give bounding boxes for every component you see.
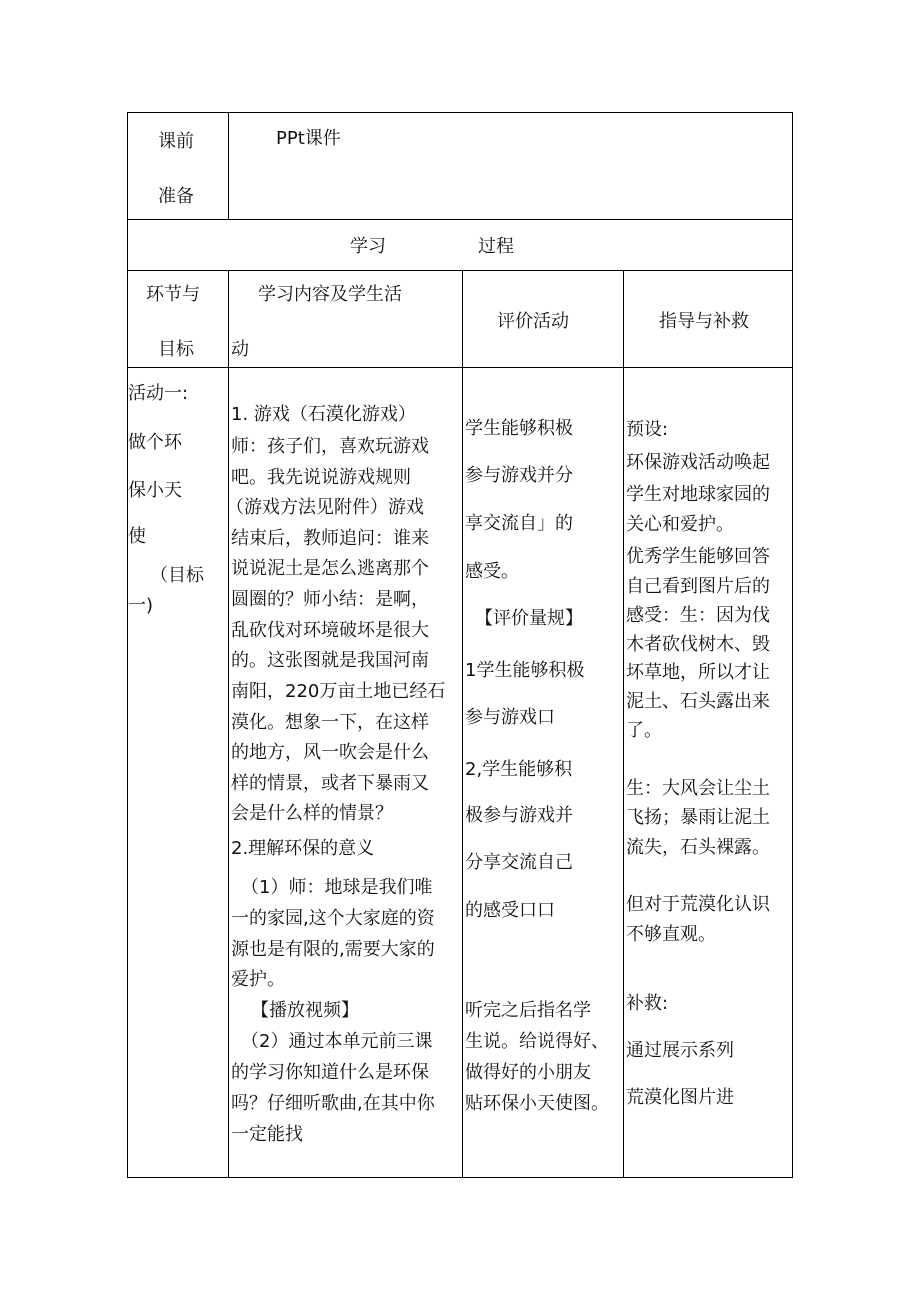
content-line: 一定能找 xyxy=(231,1124,303,1145)
activity-line: 保小天 xyxy=(128,480,182,501)
content-line: 乱砍伐对环境破坏是很大 xyxy=(231,620,429,641)
content-line: 的学习你知道什么是环保 xyxy=(231,1062,429,1083)
content-line: （游戏方法见附件）游戏 xyxy=(226,497,424,518)
content-line: 爱护。 xyxy=(231,969,285,990)
content-line: 会是什么样的情景？ xyxy=(231,803,393,824)
evaluation-line: 的感受口口 xyxy=(465,900,555,921)
content-line: 【播放视频】 xyxy=(251,1000,359,1021)
guidance-line: 坏草地，所以才让 xyxy=(626,662,770,683)
table-col-divider-1-top xyxy=(228,112,229,220)
content-line: 结束后，教师追问：谁来 xyxy=(231,528,429,549)
content-line: 的地方，风一吹会是什么 xyxy=(231,742,429,763)
table-col-divider-1 xyxy=(228,270,229,1178)
prep-content: PPt课件 xyxy=(276,128,341,149)
header-col4: 指导与补救 xyxy=(659,311,749,332)
table-divider-prep xyxy=(127,219,793,220)
content-line: 南阳，220万亩土地已经石 xyxy=(231,681,446,702)
guidance-line: 不够直观。 xyxy=(626,924,716,945)
evaluation-line: 享交流自」的 xyxy=(465,513,573,534)
section-title-part2: 过程 xyxy=(478,236,514,257)
section-title-part1: 学习 xyxy=(350,236,386,257)
header-col1-line1: 环节与 xyxy=(146,284,200,305)
activity-line: 做个环 xyxy=(128,432,182,453)
guidance-line: 木者砍伐树木、毁 xyxy=(626,634,770,655)
guidance-line: 关心和爱护。 xyxy=(626,514,734,535)
content-line: 漠化。想象一下，在这样 xyxy=(231,712,429,733)
table-border-left xyxy=(127,112,128,1178)
content-line: （2）通过本单元前三课 xyxy=(241,1031,433,1052)
evaluation-line: 【评价量规】 xyxy=(475,608,583,629)
evaluation-line: 生说。给说得好、 xyxy=(465,1031,609,1052)
table-divider-header xyxy=(127,367,793,368)
activity-line: 使 xyxy=(128,526,146,547)
activity-line: 一) xyxy=(128,595,154,616)
guidance-line: 补救: xyxy=(626,993,669,1014)
content-line: 源也是有限的,需要大家的 xyxy=(231,939,435,960)
guidance-line: 流失，石头裸露。 xyxy=(626,837,770,858)
guidance-line: 优秀学生能够回答 xyxy=(626,546,770,567)
guidance-line: 荒漠化图片进 xyxy=(626,1087,734,1108)
evaluation-line: 分享交流自己 xyxy=(465,852,573,873)
evaluation-line: 做得好的小朋友 xyxy=(465,1062,591,1083)
activity-line: 活动一: xyxy=(128,383,189,404)
activity-line: （目标 xyxy=(150,565,204,586)
table-border-top xyxy=(127,112,793,113)
guidance-line: 感受：生：因为伐 xyxy=(626,605,770,626)
content-line: 1. 游戏（石漠化游戏） xyxy=(231,404,416,425)
evaluation-line: 参与游戏口 xyxy=(465,707,555,728)
content-line: 吧。我先说说游戏规则 xyxy=(231,467,411,488)
guidance-line: 泥土、石头露出来 xyxy=(626,691,770,712)
evaluation-line: 1学生能够积极 xyxy=(465,660,585,681)
content-line: 师：孩子们，喜欢玩游戏 xyxy=(231,436,429,457)
evaluation-line: 参与游戏并分 xyxy=(465,465,573,486)
content-line: 的。这张图就是我国河南 xyxy=(231,650,429,671)
content-line: 圆圈的？师小结：是啊， xyxy=(231,589,429,610)
evaluation-line: 极参与游戏并 xyxy=(465,805,573,826)
content-line: 一的家园,这个大家庭的资 xyxy=(231,908,435,929)
content-line: 样的情景，或者下暴雨又 xyxy=(231,773,429,794)
table-col-divider-2 xyxy=(462,270,463,1178)
guidance-line: 通过展示系列 xyxy=(626,1040,734,1061)
table-divider-section xyxy=(127,270,793,271)
header-col2-line2: 动 xyxy=(231,339,249,360)
evaluation-line: 感受。 xyxy=(465,561,519,582)
guidance-line: 飞扬；暴雨让泥土 xyxy=(626,807,770,828)
header-col1-line2: 目标 xyxy=(158,339,194,360)
content-line: （1）师：地球是我们唯 xyxy=(241,877,433,898)
guidance-line: 环保游戏活动唤起 xyxy=(626,452,770,473)
header-col3: 评价活动 xyxy=(497,311,569,332)
table-border-bottom xyxy=(127,1177,793,1178)
evaluation-line: 学生能够积极 xyxy=(465,418,573,439)
guidance-line: 预设: xyxy=(626,419,669,440)
evaluation-line: 2,学生能够积 xyxy=(465,759,573,780)
content-line: 吗？仔细听歌曲,在其中你 xyxy=(231,1093,435,1114)
evaluation-line: 听完之后指名学 xyxy=(465,1000,591,1021)
prep-label-line2: 准备 xyxy=(158,186,194,207)
table-col-divider-3 xyxy=(623,270,624,1178)
guidance-line: 了。 xyxy=(626,720,662,741)
table-border-right xyxy=(792,112,793,1178)
evaluation-line: 贴环保小天使图。 xyxy=(465,1093,609,1114)
content-line: 2.理解环保的意义 xyxy=(231,838,375,859)
guidance-line: 自己看到图片后的 xyxy=(626,576,770,597)
guidance-line: 生：大风会让尘土 xyxy=(626,778,770,799)
prep-label-line1: 课前 xyxy=(158,131,194,152)
content-line: 说说泥土是怎么逃离那个 xyxy=(231,558,429,579)
guidance-line: 学生对地球家园的 xyxy=(626,484,770,505)
header-col2-line1: 学习内容及学生活 xyxy=(258,284,402,305)
guidance-line: 但对于荒漠化认识 xyxy=(626,894,770,915)
